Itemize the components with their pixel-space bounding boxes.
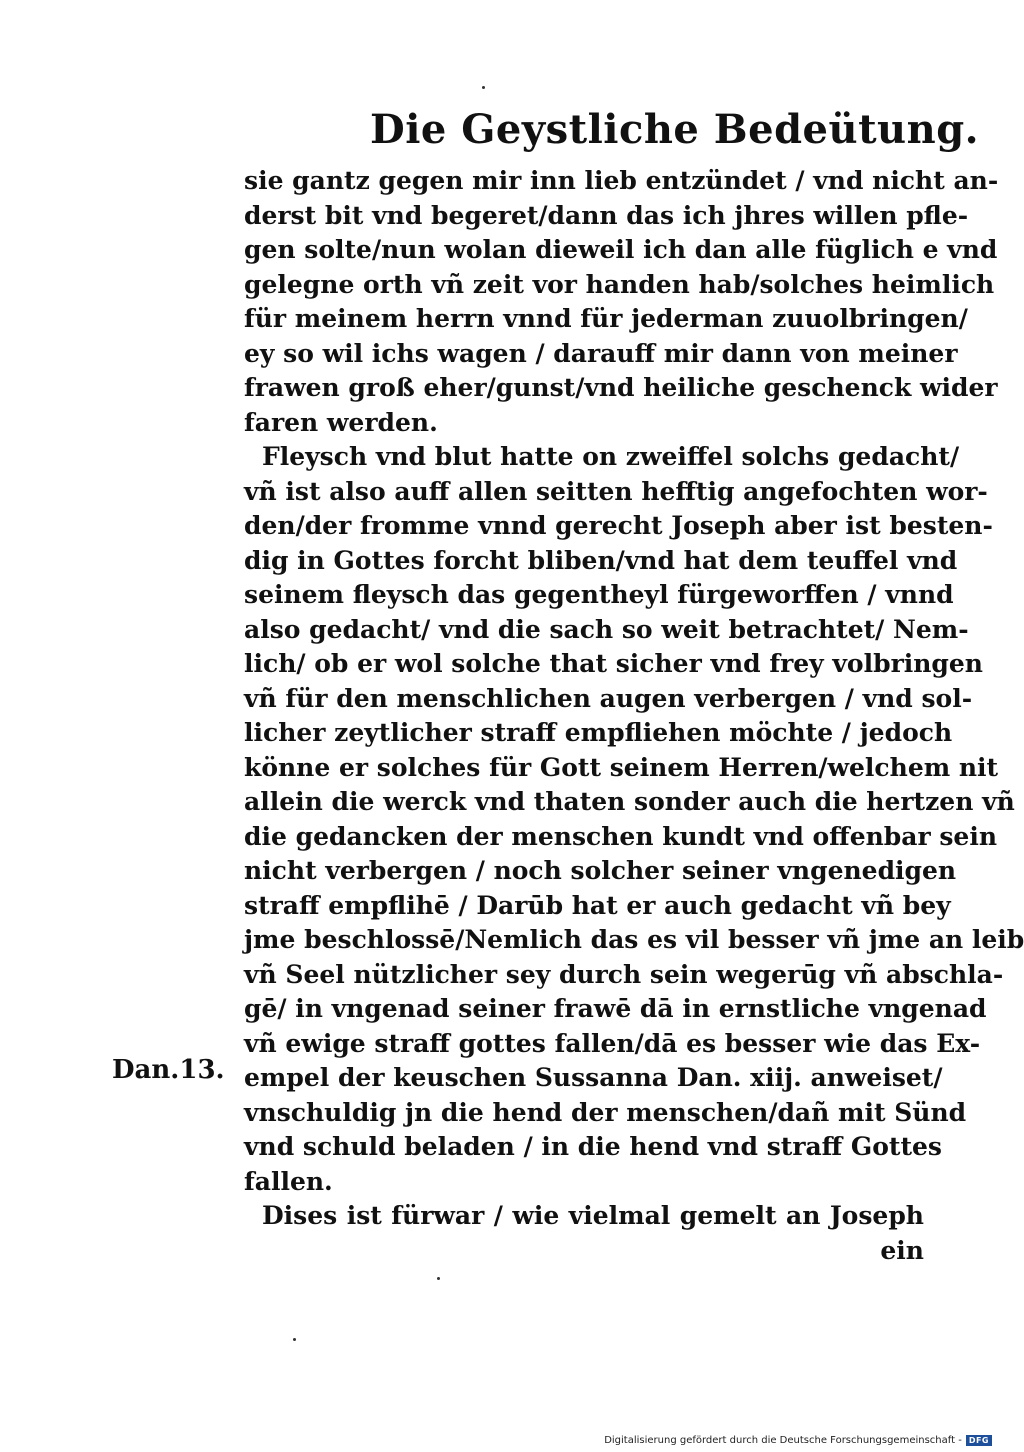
text-line: straff empflihē / Darūb hat er auch gedacht vñ bey (244, 890, 951, 920)
text-line: für meinem herrn vnnd für jederman zuuolbringen/ (244, 304, 968, 333)
text-line: frawen groß eher/gunst/vnd heiliche geschenck wider (244, 373, 998, 402)
main-text-block (244, 164, 1024, 1268)
text-line: den/der fromme vnnd gerecht Joseph aber ist besten- (244, 511, 993, 540)
text-line: empel der keuschen Sussanna Dan. xiij. anweiset/ (244, 1063, 943, 1092)
digitization-credit (604, 1435, 992, 1446)
text-line: vnschuldig jn die hend der menschen/dañ mit Sünd (244, 1097, 967, 1127)
print-speck (437, 1277, 440, 1280)
text-line: jme beschlossē/Nemlich das es vil besser vñ jme an leib (244, 925, 1024, 954)
text-line: vñ ist also auff allen seitten hefftig angefochten wor- (244, 476, 988, 506)
text-line: seinem fleysch das gegentheyl fürgeworffen / vnnd (244, 580, 954, 609)
margin-reference: Dan.13. (112, 1055, 225, 1085)
print-speck (293, 1338, 296, 1341)
text-line: Dises ist fürwar / wie vielmal gemelt an Joseph (262, 1201, 924, 1230)
text-line: derst bit vnd begeret/dann das ich jhres willen pfle- (244, 200, 969, 230)
text-line: vñ für den menschlichen augen verbergen / vnd sol- (244, 683, 973, 713)
text-line: sie gantz gegen mir inn lieb entzündet / vnd nicht an- (244, 166, 999, 195)
text-line: könne er solches für Gott seinem Herren/welchem nit (244, 752, 999, 782)
text-line: gen solte/nun wolan dieweil ich dan alle füglich e vnd (244, 235, 998, 264)
text-line: gē/ in vngenad seiner frawē dā in ernstliche vngenad (244, 994, 987, 1023)
dfg-logo: DFG (966, 1435, 992, 1446)
text-line: also gedacht/ vnd die sach so weit betrachtet/ Nem- (244, 614, 969, 644)
text-line: Fleysch vnd blut hatte on zweiffel solchs gedacht/ (262, 442, 960, 471)
text-line: dig in Gottes forcht bliben/vnd hat dem teuffel vnd (244, 545, 958, 575)
text-line: vñ ewige straff gottes fallen/dā es besser wie das Ex- (244, 1028, 981, 1058)
text-line: fallen. (244, 1166, 333, 1196)
text-line: vnd schuld beladen / in die hend vnd straff Gottes (244, 1132, 943, 1161)
print-speck (482, 86, 485, 89)
text-line: gelegne orth vñ zeit vor handen hab/solches heimlich (244, 269, 995, 299)
text-line: ey so wil ichs wagen / darauff mir dann von meiner (244, 338, 958, 368)
text-line: vñ Seel nützlicher sey durch sein wegerūg vñ abschla- (244, 959, 1004, 989)
text-line: licher zeytlicher straff empfliehen möchte / jedoch (244, 718, 953, 747)
credit-text: Digitalisierung gefördert durch die Deutsche Forschungsgemeinschaft - (604, 1435, 962, 1446)
text-line: faren werden. (244, 407, 438, 437)
text-line: allein die werck vnd thaten sonder auch die hertzen vñ (244, 787, 1015, 816)
text-line: lich/ ob er wol solche that sicher vnd frey volbringen (244, 649, 983, 678)
running-title: Die Geystliche Bedeütung. (370, 106, 980, 153)
text-line: die gedancken der menschen kundt vnd offenbar sein (244, 821, 997, 851)
text-line: nicht verbergen / noch solcher seiner vngenedigen (244, 856, 957, 885)
catchword: ein (880, 1235, 924, 1265)
